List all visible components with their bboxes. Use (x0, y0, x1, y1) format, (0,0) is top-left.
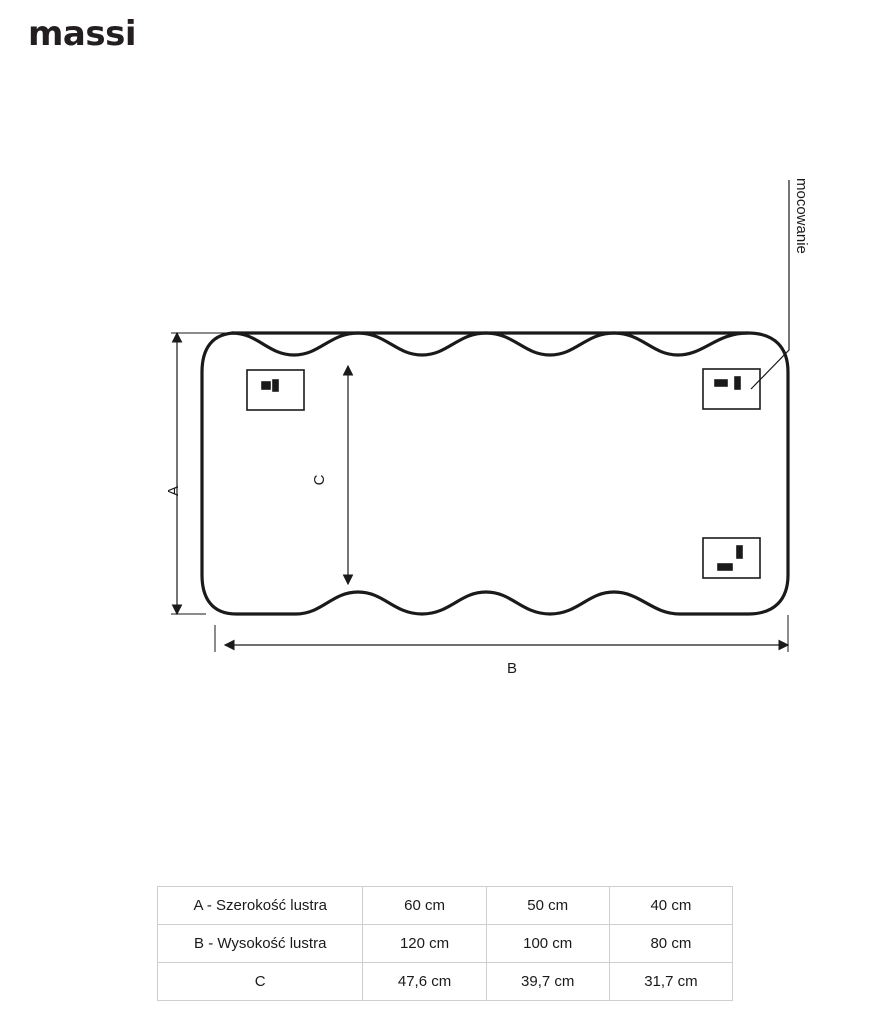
label-mocowanie: mocowanie (793, 178, 810, 254)
row-value: 120 cm (363, 925, 486, 963)
row-value: 80 cm (609, 925, 732, 963)
row-value: 39,7 cm (486, 963, 609, 1001)
table-row (158, 925, 733, 963)
row-label: C (158, 963, 363, 1001)
row-value: 100 cm (486, 925, 609, 963)
table-row (158, 963, 733, 1001)
dimensions-table (157, 886, 733, 1001)
row-label: A - Szerokość lustra (158, 887, 363, 925)
mirror-outline (202, 333, 788, 614)
row-value: 60 cm (363, 887, 486, 925)
row-label: B - Wysokość lustra (158, 925, 363, 963)
mount-bracket (703, 538, 760, 578)
dimension-b (215, 615, 788, 652)
label-b: B (506, 660, 518, 677)
table-row (158, 887, 733, 925)
label-c: C (311, 474, 328, 486)
mount-bracket (247, 370, 304, 410)
mount-leader-line (751, 180, 789, 389)
label-a: A (165, 485, 182, 497)
row-value: 40 cm (609, 887, 732, 925)
brand-logo: massi (28, 14, 136, 54)
row-value: 47,6 cm (363, 963, 486, 1001)
row-value: 31,7 cm (609, 963, 732, 1001)
row-value: 50 cm (486, 887, 609, 925)
